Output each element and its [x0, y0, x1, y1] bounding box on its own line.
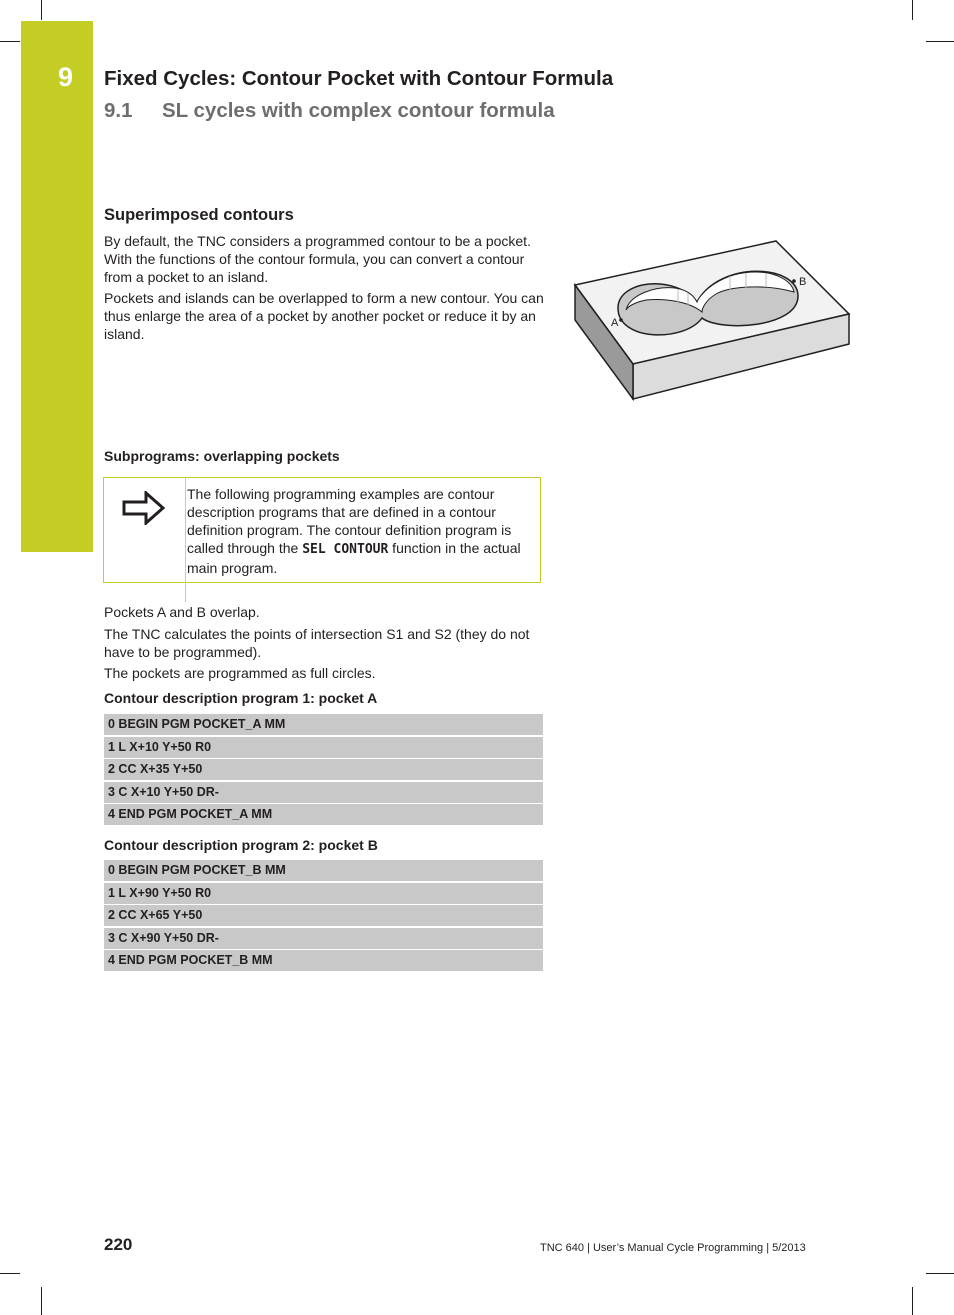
- crop-mark: [41, 1287, 42, 1315]
- footer-text: TNC 640 | User’s Manual Cycle Programming | 5/2013: [540, 1242, 806, 1254]
- chapter-title: Fixed Cycles: Contour Pocket with Contour Formula: [104, 67, 614, 90]
- label-a: A: [611, 317, 619, 329]
- overlap-para-2: The TNC calculates the points of intersection S1 and S2 (they do not have to be programmed).: [104, 626, 530, 660]
- code-line: 4 END PGM POCKET_A MM: [104, 804, 543, 825]
- overlapping-pockets-illustration: [570, 238, 854, 404]
- program1-heading: Contour description program 1: pocket A: [104, 690, 378, 706]
- note-divider: [185, 478, 186, 602]
- code-line: 2 CC X+65 Y+50: [104, 905, 543, 926]
- note-text-before: The following programming examples are contour description programs that are defined in a contour definition program. The contour definition program is called through the: [187, 486, 512, 556]
- section-title-text: SL cycles with complex contour formula: [162, 99, 555, 122]
- superimposed-para-1: By default, the TNC considers a programmed contour to be a pocket. With the functions of the contour formula, you can convert a contour from a pocket to an island.: [104, 233, 531, 285]
- overlap-para-1: Pockets A and B overlap.: [104, 604, 260, 620]
- sel-contour-code: SEL CONTOUR: [302, 542, 389, 557]
- code-line: 1 L X+90 Y+50 R0: [104, 883, 543, 904]
- crop-mark: [926, 1273, 954, 1274]
- program1-code-block: [104, 714, 543, 827]
- crop-mark: [41, 0, 42, 20]
- program2-code-block: [104, 860, 543, 973]
- chapter-number: 9: [58, 62, 74, 92]
- page-number: 220: [104, 1235, 133, 1254]
- label-b: B: [799, 276, 807, 288]
- subprograms-heading: Subprograms: overlapping pockets: [104, 448, 340, 464]
- code-line: 1 L X+10 Y+50 R0: [104, 737, 543, 758]
- program2-heading: Contour description program 2: pocket B: [104, 837, 378, 853]
- crop-mark: [912, 1287, 913, 1315]
- chapter-tab: [21, 21, 93, 552]
- arrow-right-icon: [122, 491, 166, 525]
- superimposed-heading: Superimposed contours: [104, 206, 294, 224]
- code-line: 3 C X+90 Y+50 DR-: [104, 928, 543, 949]
- code-line: 4 END PGM POCKET_B MM: [104, 950, 543, 971]
- code-line: 3 C X+10 Y+50 DR-: [104, 782, 543, 803]
- pocket-figure: [570, 238, 854, 409]
- note-text-after: function in the actual main program.: [187, 540, 521, 576]
- crop-mark: [0, 1273, 20, 1274]
- note-text: [187, 485, 527, 577]
- section-number: 9.1: [104, 99, 133, 122]
- crop-mark: [0, 41, 20, 42]
- code-line: 0 BEGIN PGM POCKET_A MM: [104, 714, 543, 735]
- crop-mark: [926, 41, 954, 42]
- note-box: [103, 477, 541, 583]
- code-line: 0 BEGIN PGM POCKET_B MM: [104, 860, 543, 881]
- section-title: [104, 99, 555, 123]
- code-line: 2 CC X+35 Y+50: [104, 759, 543, 780]
- overlap-para-3: The pockets are programmed as full circles.: [104, 665, 376, 681]
- crop-mark: [912, 0, 913, 20]
- superimposed-para-2: Pockets and islands can be overlapped to form a new contour. You can thus enlarge the area of a pocket by another pocket or reduce it by an island.: [104, 290, 544, 342]
